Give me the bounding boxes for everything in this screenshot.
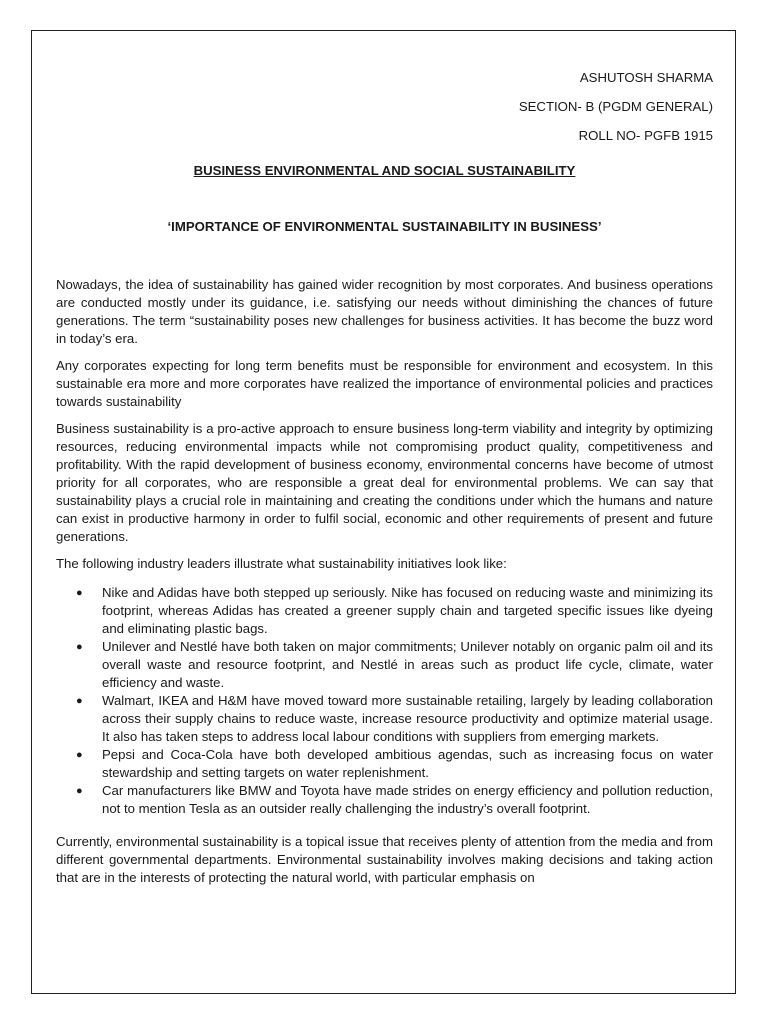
list-item-text: Walmart, IKEA and H&M have moved toward more sustainable retailing, largely by leading collaboration across their supply chains to reduce waste, increase resource productivity and optimize material usage. It also has taken steps to address local labour conditions with suppliers from emerging markets. [102, 693, 713, 744]
document-title: BUSINESS ENVIRONMENTAL AND SOCIAL SUSTAINABILITY [193, 163, 576, 178]
list-item [56, 782, 713, 818]
list-item-text: Nike and Adidas have both stepped up seriously. Nike has focused on reducing waste and minimizing its footprint, whereas Adidas has created a greener supply chain and targeted specific issues like dyeing and eliminating plastic bags. [102, 585, 713, 636]
author-roll-number: ROLL NO- PGFB 1915 [578, 128, 713, 143]
author-name: ASHUTOSH SHARMA [579, 70, 713, 85]
list-item-text: Pepsi and Coca-Cola have both developed ambitious agendas, such as increasing focus on water stewardship and setting targets on water replenishment. [102, 747, 713, 780]
list-item [56, 584, 713, 638]
bullet-icon: ● [76, 587, 83, 599]
bullet-icon: ● [76, 785, 83, 797]
bullet-icon: ● [76, 695, 83, 707]
paragraph-industry-leaders-intro: The following industry leaders illustrate what sustainability initiatives look like: [56, 556, 507, 571]
author-section: SECTION- B (PGDM GENERAL) [518, 99, 713, 114]
paragraph-closing: Currently, environmental sustainability is a topical issue that receives plenty of attention from the media and from different governmental departments. Environmental sustainability involves making decisions and taking action that are in the interests of protecting the natural world, with particular emphasis on [56, 834, 713, 885]
bullet-icon: ● [76, 641, 83, 653]
paragraph-business-sustainability: Business sustainability is a pro-active approach to ensure business long-term viability and integrity by optimizing resources, reducing environmental impacts while not compromising product quality, competitiveness and profitability. With the rapid development of business economy, environmental concerns have become of utmost priority for all corporates, who are responsible a great deal for environmental problems. We can say that sustainability plays a crucial role in maintaining and creating the conditions under which the humans and nature can exist in productive harmony in order to fulfil social, economic and other requirements of present and future generations. [56, 421, 713, 544]
document-content [56, 69, 713, 896]
paragraph-responsibility: Any corporates expecting for long term benefits must be responsible for environment and ecosystem. In this sustainable era more and more corporates have realized the importance of environmental policies and practices towards sustainability [56, 358, 713, 409]
industry-leaders-list [56, 584, 713, 818]
bullet-icon: ● [76, 749, 83, 761]
list-item-text: Car manufacturers like BMW and Toyota have made strides on energy efficiency and pollution reduction, not to mention Tesla as an outsider really challenging the industry’s overall footprint. [102, 783, 713, 816]
document-page [31, 30, 736, 994]
list-item [56, 746, 713, 782]
list-item [56, 638, 713, 692]
list-item-text: Unilever and Nestlé have both taken on major commitments; Unilever notably on organic palm oil and its overall waste and resource footprint, and Nestlé in areas such as product life cycle, climate, water efficiency and waste. [102, 639, 713, 690]
list-item [56, 692, 713, 746]
document-subtitle: ‘IMPORTANCE OF ENVIRONMENTAL SUSTAINABILITY IN BUSINESS’ [167, 219, 602, 234]
paragraph-intro: Nowadays, the idea of sustainability has gained wider recognition by most corporates. And business operations are conducted mostly under its guidance, i.e. satisfying our needs without diminishing the chances of future generations. The term “sustainability poses new challenges for business activities. It has become the buzz word in today’s era. [56, 277, 713, 346]
